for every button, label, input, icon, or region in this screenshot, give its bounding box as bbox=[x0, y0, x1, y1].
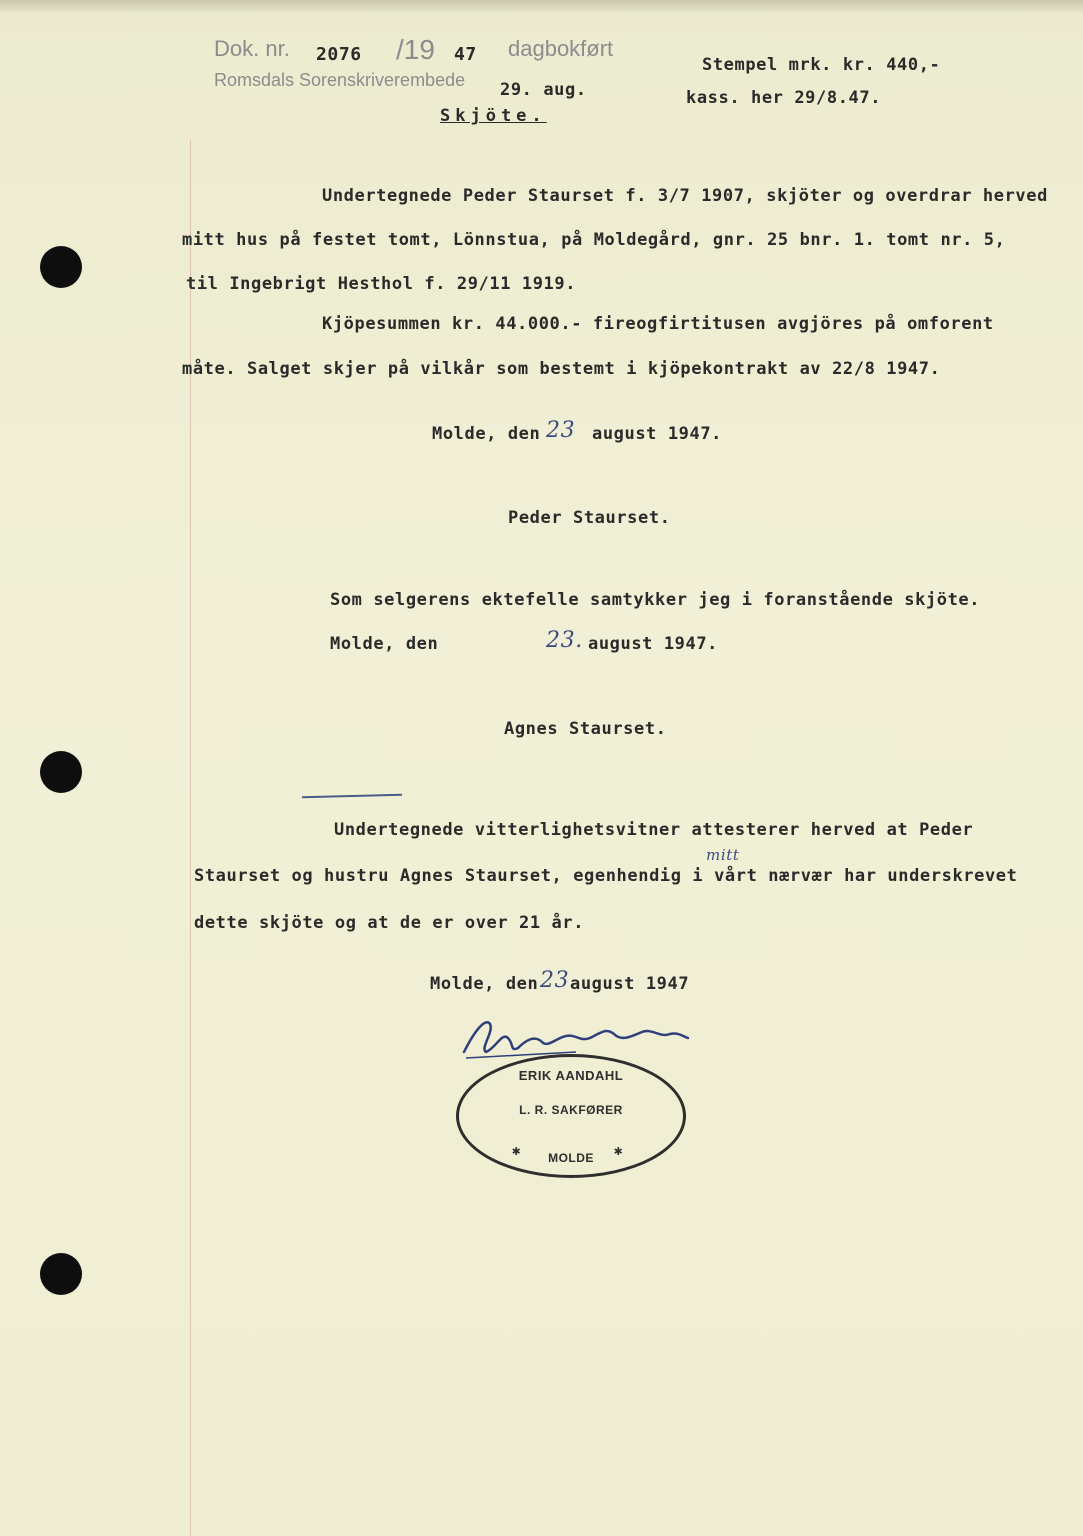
date-month-year: august 1947 bbox=[570, 974, 690, 994]
date-month-year: august 1947. bbox=[592, 424, 723, 444]
stamp-title: L. R. SAKFØRER bbox=[519, 1103, 623, 1117]
punch-hole-bottom bbox=[40, 1253, 82, 1295]
stamp-star-left-icon: ✱ bbox=[512, 1143, 522, 1159]
year-suffix: 47 bbox=[454, 44, 477, 65]
margin-line bbox=[190, 140, 191, 1536]
body-line: mitt hus på festet tomt, Lönnstua, på Moldegård, gnr. 25 bnr. 1. tomt nr. 5, bbox=[182, 230, 1006, 250]
body-line: Undertegnede Peder Staurset f. 3/7 1907, skjöter og overdrar herved bbox=[322, 186, 1048, 206]
consent-text: Som selgerens ektefelle samtykker jeg i foranstående skjöte. bbox=[330, 590, 981, 610]
spouse-name: Agnes Staurset. bbox=[504, 719, 667, 739]
separator-stroke bbox=[302, 794, 402, 799]
date-month-year: august 1947. bbox=[588, 634, 719, 654]
page-top-edge bbox=[0, 0, 1083, 14]
body-line: til Ingebrigt Hesthol f. 29/11 1919. bbox=[186, 274, 577, 294]
dok-number: 2076 bbox=[316, 44, 362, 65]
punch-hole-top bbox=[40, 246, 82, 288]
handwritten-day: 23 bbox=[540, 968, 570, 993]
stamp-duty-line1: Stempel mrk. kr. 440,- bbox=[702, 55, 941, 75]
handwritten-insert: mitt bbox=[706, 846, 740, 864]
dok-label: Dok. nr. bbox=[214, 36, 290, 61]
punch-hole-middle bbox=[40, 751, 82, 793]
header-date: 29. aug. bbox=[500, 80, 587, 100]
handwritten-day: 23. bbox=[546, 628, 583, 653]
seller-name: Peder Staurset. bbox=[508, 508, 671, 528]
body-line: måte. Salget skjer på vilkår som bestemt i kjöpekontrakt av 22/8 1947. bbox=[182, 359, 941, 379]
date-place: Molde, den bbox=[330, 634, 439, 654]
stamp-place: MOLDE bbox=[548, 1151, 594, 1165]
stamp-duty-line2: kass. her 29/8.47. bbox=[686, 88, 882, 108]
dagbokfort-label: dagbokført bbox=[508, 36, 614, 61]
body-line: Kjöpesummen kr. 44.000.- fireogfirtitusen avgjöres på omforent bbox=[322, 314, 994, 334]
witness-line: Staurset og hustru Agnes Staurset, egenhendig i vårt nærvær har underskrevet bbox=[194, 866, 1018, 886]
office-name: Romsdals Sorenskriverembede bbox=[214, 70, 466, 90]
witness-line: Undertegnede vitterlighetsvitner attesterer herved at Peder bbox=[334, 820, 974, 840]
date-place: Molde, den bbox=[432, 424, 541, 444]
year-prefix: /19 bbox=[396, 34, 435, 65]
date-place: Molde, den bbox=[430, 974, 539, 994]
stamp-name: ERIK AANDAHL bbox=[518, 1068, 624, 1083]
witness-line: dette skjöte og at de er over 21 år. bbox=[194, 913, 585, 933]
handwritten-day: 23 bbox=[546, 418, 576, 443]
stamp-star-right-icon: ✱ bbox=[614, 1143, 624, 1159]
document-title: Skjöte. bbox=[440, 106, 547, 126]
